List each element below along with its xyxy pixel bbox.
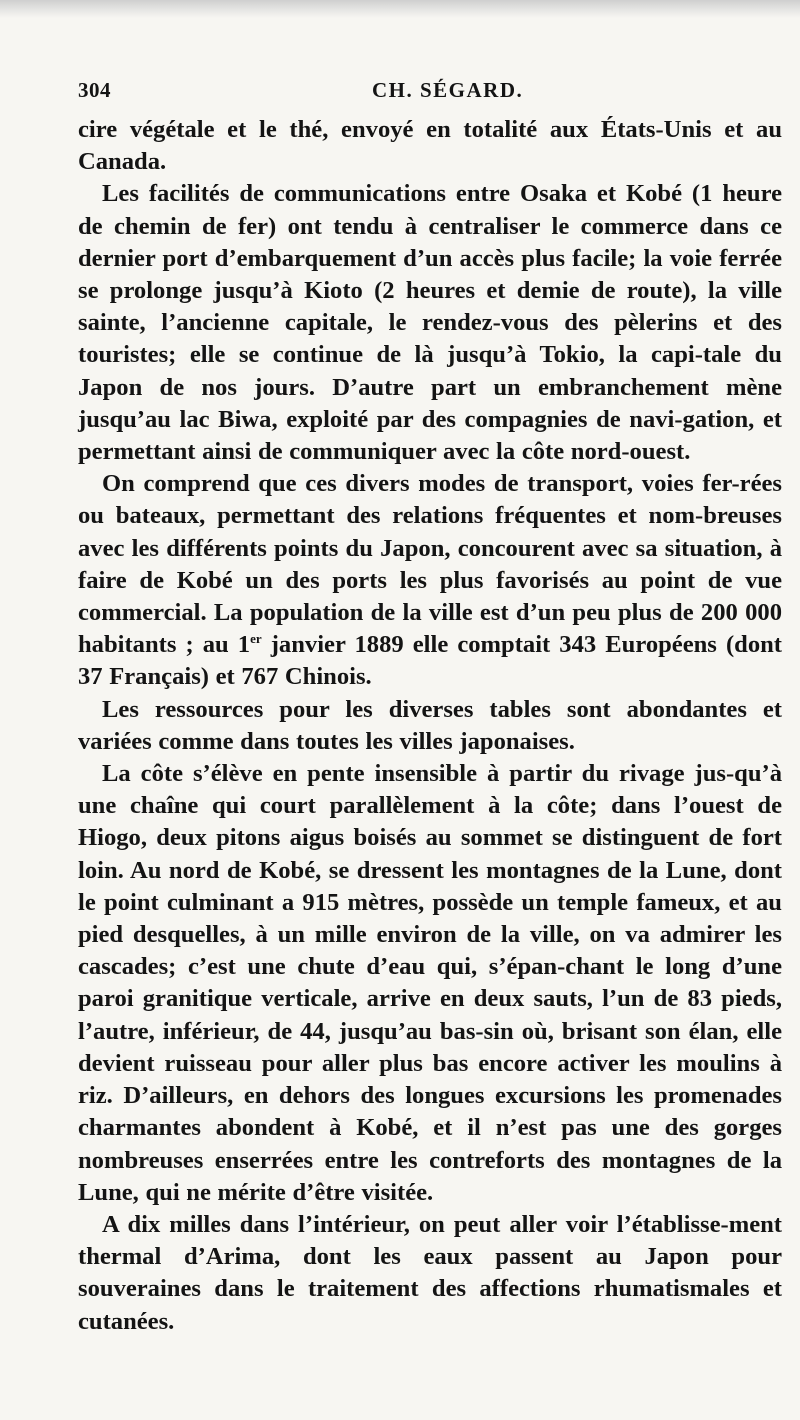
paragraph-2: Les facilités de communications entre Osaka et Kobé (1 heure de chemin de fer) ont tendu à centraliser le commerce dans ce dernier port d’embarquement d’un accès plus facile; la voie ferrée se prolonge jusqu’à Kioto (2 heures et demie de route), la ville sainte, l’ancienne capitale, le rendez-vous des pèlerins et des touristes; elle se continue de là jusqu’à Tokio, la capi-tale du Japon de nos jours. D’autre part un embranchement mène jusqu’au lac Biwa, exploité par des compagnies de navi-gation, et permettant ainsi de communiquer avec la côte nord-ouest. — [78, 180, 782, 466]
paragraph-3-text-b: janvier 1889 elle comptait 343 Européens (dont 37 Français) et 767 Chinois. — [78, 631, 782, 691]
running-head — [78, 78, 782, 114]
paragraph-5: La côte s’élève en pente insensible à partir du rivage jus-qu’à une chaîne qui court parallèlement à la côte; dans l’ouest de Hiogo, deux pitons aigus boisés au sommet se distinguent de fort loin. Au nord de Kobé, se dressent les montagnes de la Lune, dont le point culminant a 915 mètres, possède un temple fameux, et au pied desquelles, à un mille environ de la ville, on va admirer les cascades; c’est une chute d’eau qui, s’épan-chant le long d’une paroi granitique verticale, arrive en deux sauts, l’un de 83 pieds, l’autre, inférieur, de 44, jusqu’au bas-sin où, brisant son élan, elle devient ruisseau pour aller plus bas encore activer les moulins à riz. D’ailleurs, en dehors des longues excursions les promenades charmantes abondent à Kobé, et il n’est pas une des gorges nombreuses enserrées entre les contreforts des montagnes de la Lune, qui ne mérite d’être visitée. — [78, 760, 782, 1206]
ordinal-superscript: er — [250, 631, 262, 647]
page-number: 304 — [78, 78, 111, 102]
body-text — [78, 114, 782, 1338]
paragraph-4: Les ressources pour les diverses tables sont abondantes et variées comme dans toutes les villes japonaises. — [78, 695, 782, 755]
paragraph-3 — [78, 468, 782, 693]
scan-shadow — [0, 0, 800, 18]
paragraph-3-text-a: On comprend que ces divers modes de transport, voies fer-rées ou bateaux, permettant des relations fréquentes et nom-breuses avec les différents points du Japon, concourent avec sa situation, à faire de Kobé un des ports les plus favorisés au point de vue commercial. La population de la ville est d’un peu plus de 200 000 habitants ; au 1 — [78, 470, 782, 659]
paragraph-6: A dix milles dans l’intérieur, on peut aller voir l’établisse-ment thermal d’Arima, dont les eaux passent au Japon pour souveraines dans le traitement des affections rhumatismales et cutanées. — [78, 1210, 782, 1335]
running-title: CH. SÉGARD. — [372, 78, 524, 102]
book-page — [78, 78, 782, 1338]
paragraph-1: cire végétale et le thé, envoyé en totalité aux États-Unis et au Canada. — [78, 116, 782, 176]
